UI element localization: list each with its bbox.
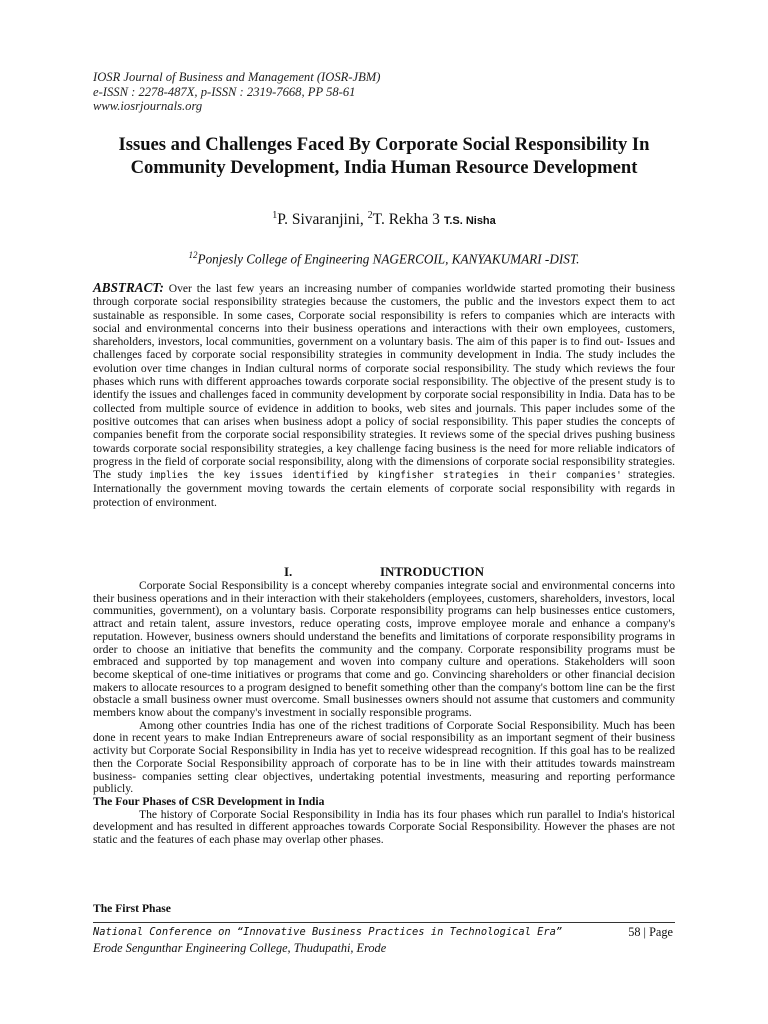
author-line	[0, 210, 768, 229]
author-2-sup: 2	[367, 210, 373, 221]
abstract-label: ABSTRACT:	[93, 280, 164, 295]
page-number: 58 | Page	[628, 925, 673, 939]
journal-header	[93, 70, 381, 114]
abstract-handwritten-text: implies the key issues identified by kingfisher strategies in their companies'	[149, 470, 622, 482]
author-2: T. Rekha 3	[372, 211, 444, 229]
intro-paragraph-3: The history of Corporate Social Responsibility in India has its four phases which run parallel to India's historical development and has resulted in different approaches towards Corporate Social Responsibility. However the phases are not static and the features of each phase may overlap other phases.	[93, 807, 675, 847]
section-number: I.	[283, 564, 293, 579]
first-phase-heading: The First Phase	[93, 902, 171, 915]
abstract-text: Over the last few years an increasing number of companies worldwide started promoting their business through corporate social responsibility strategies because the customers, the public and the investors expect them to act sustainable as responsible. In some cases, Corporate social responsibility is refers to companies which are interacts with social and environmental concerns into their business operations and interactions with their own employees, customers, shareholders, investors, local communities, government on a voluntary basis. The aim of this paper is to find out- Issues and challenges faced by corporate social responsibility strategies in community development in India. The study includes the evolution over time changes in Indian cultural norms of corporate social responsibility. The study which reviews the four phases which runs with different approaches towards corporate social responsibility. The objective of the present study is to identify the issues and challenges faced in community development by corporate social responsibility in India. Data has to be collected from multiple source of evidence in addition to books, web sites and journals. This paper includes some of the positive outcomes that can arises when business adopt a policy of social responsibility. This paper studies the concepts of companies benefit from the corporate social responsibility strategies. It reviews some of the special drives pushing business towards corporate social responsibility strategies, a key challenge facing business is the need for more reliable indicators of progress in the field of corporate social responsibility, along with the dimensions of corporate social responsibility strategies. The study	[93, 282, 675, 482]
introduction-body	[93, 580, 675, 847]
section-heading	[93, 564, 675, 580]
abstract-text-end: strategies. Internationally the government moving towards the certain elements of corporate social responsibility with regards in protection of environment.	[93, 468, 675, 509]
intro-paragraph-1: Corporate Social Responsibility is a concept whereby companies integrate social and environmental concerns into their business operations and in their interaction with their stakeholders (employees, customers, shareholders, investors, local communities, government), on a voluntary basis. Corporate responsibility programs can help businesses entice customers, attract and retain talent, assure investors, reduce operating costs, improve employee morale and enhance a company's reputation. However, business owners should understand the benefits and limitations of corporate responsibility programs in order to choose an initiative that benefits the community and the company. Corporate responsibility programs must be embraced and supported by top management and woven into company culture and operations. Stakeholders will soon become skeptical of one-time initiatives or programs that come and go. Convincing shareholders or other financial decision makers to allocate resources to a program designed to benefit something other than the company's bottom line can be the first obstacle a small business owner must overcome. Small businesses owners should not assume that customers and community members know about the company's investment in socially responsible programs.	[93, 579, 675, 720]
author-1-sup: 1	[272, 210, 278, 221]
author-1: P. Sivaranjini,	[277, 211, 368, 229]
footer-college: Erode Sengunthar Engineering College, Thudupathi, Erode	[93, 940, 387, 955]
journal-name: IOSR Journal of Business and Management (IOSR-JBM)	[93, 70, 381, 84]
footer-conference: National Conference on “Innovative Business Practices in Technological Era”	[93, 926, 563, 938]
footer-divider	[93, 922, 675, 923]
affiliation	[0, 250, 768, 267]
intro-paragraph-2: Among other countries India has one of the richest traditions of Corporate Social Responsibility. Much has been done in recent years to make Indian Entrepreneurs aware of social responsibility as an important segment of their business activity but Corporate Social Responsibility in India has yet to receive widespread recognition. If this goal has to be realized then the Corporate Social Responsibility approach of corporate has to be in line with their attitudes towards mainstream business- companies setting clear objectives, undertaking potential investments, measuring and reporting performance publicly.	[93, 718, 675, 796]
four-phases-subheading: The Four Phases of CSR Development in India	[93, 794, 325, 808]
author-3: T.S. Nisha	[443, 215, 496, 228]
affiliation-sup: 12	[188, 250, 198, 260]
journal-website: www.iosrjournals.org	[93, 99, 203, 114]
affiliation-text: Ponjesly College of Engineering NAGERCOIL, KANYAKUMARI -DIST.	[197, 251, 580, 267]
abstract	[93, 281, 675, 509]
section-title: INTRODUCTION	[379, 564, 484, 579]
paper-title: Issues and Challenges Faced By Corporate Social Responsibility In Community Development, India Human Resource Development	[118, 134, 650, 178]
page-footer	[93, 925, 675, 956]
journal-issn: e-ISSN : 2278-487X, p-ISSN : 2319-7668, PP 58-61	[93, 84, 356, 99]
